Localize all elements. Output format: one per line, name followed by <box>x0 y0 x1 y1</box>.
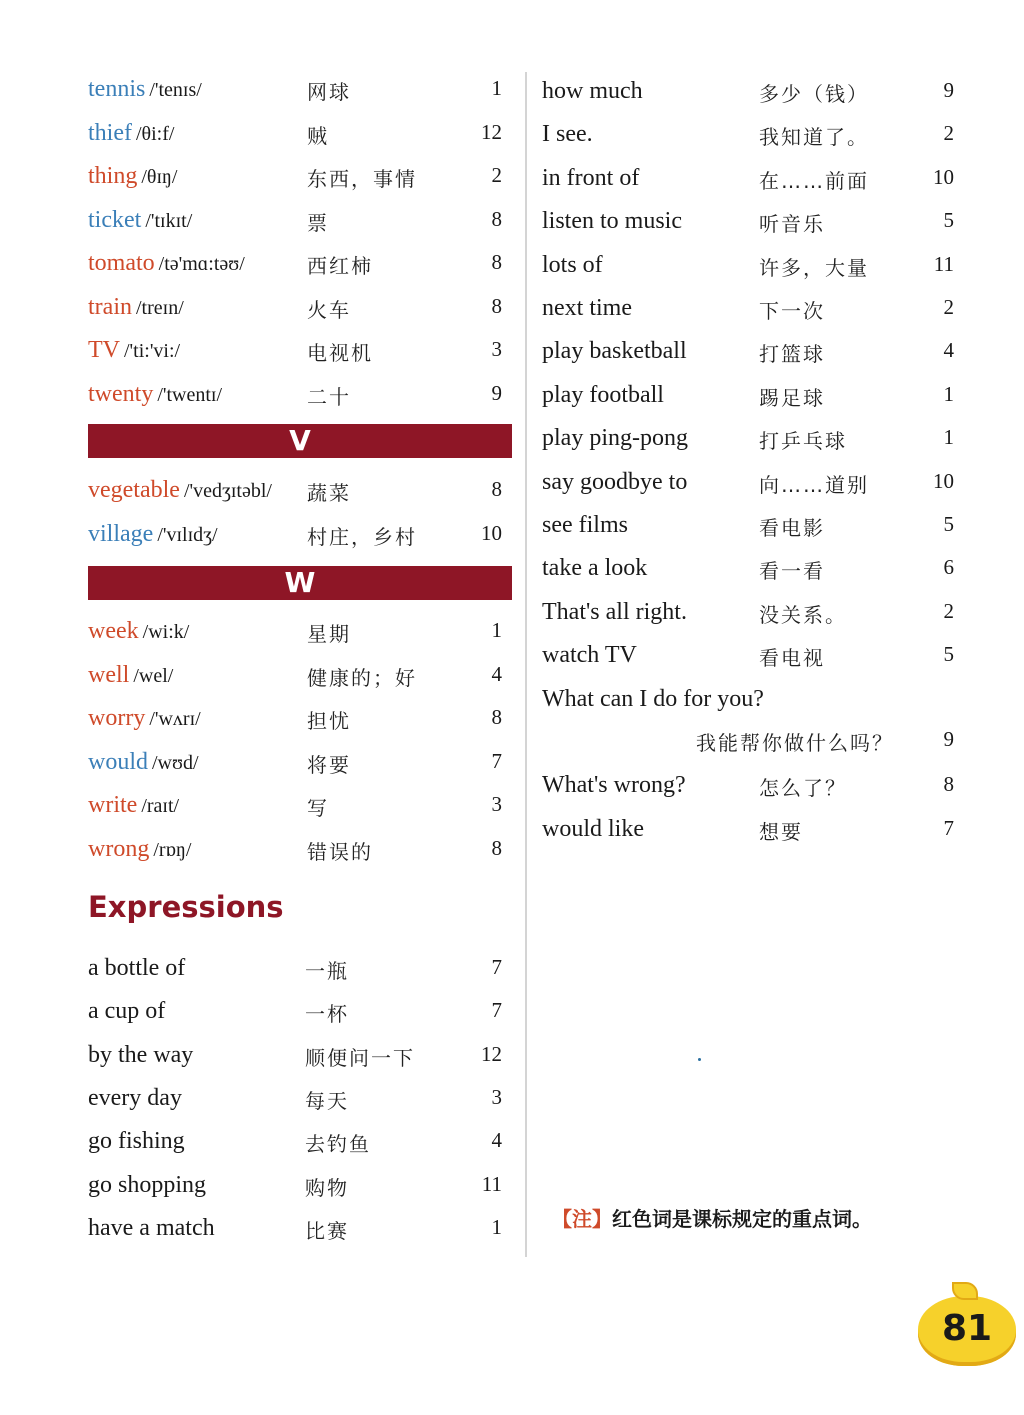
vocab-pronunciation: /θɪŋ/ <box>141 166 178 188</box>
left-column <box>0 0 520 1260</box>
note-bracket: 【注】 <box>552 1207 612 1231</box>
expression-unit-number: 1 <box>491 1214 502 1239</box>
vocab-meaning: 错误的 <box>307 839 373 864</box>
expression-phrase: by the way <box>88 1041 194 1068</box>
vocab-meaning: 火车 <box>307 297 351 322</box>
expression-unit-number: 10 <box>933 468 954 493</box>
vocab-row <box>88 292 184 322</box>
vocab-row <box>88 790 179 820</box>
vocab-meaning: 星期 <box>307 622 351 646</box>
expression-phrase: say goodbye to <box>542 468 688 495</box>
page-number: 81 <box>941 1308 993 1349</box>
vocab-pronunciation: /'ti:'vi:/ <box>124 340 181 362</box>
vocab-unit-number: 9 <box>491 380 502 405</box>
expression-unit-number: 11 <box>933 251 954 276</box>
vocab-row <box>88 660 173 690</box>
expression-meaning: 我知道了。 <box>759 125 869 150</box>
vocab-meaning: 将要 <box>307 752 351 777</box>
expression-phrase: a bottle of <box>88 955 186 981</box>
vocab-row <box>88 205 192 235</box>
vocab-unit-number: 3 <box>491 792 502 816</box>
expression-phrase: play basketball <box>542 338 687 365</box>
vocab-word: twenty <box>88 380 154 407</box>
expression-phrase: play ping-pong <box>542 425 688 452</box>
expression-unit-number: 2 <box>943 121 954 146</box>
note-text <box>552 1203 872 1232</box>
vocab-row <box>88 519 218 549</box>
phrase: What can I do for you? <box>542 686 764 712</box>
vocab-unit-number: 4 <box>491 661 502 686</box>
vocab-word: well <box>88 661 130 688</box>
expression-unit-number: 5 <box>943 642 954 667</box>
expression-phrase: watch TV <box>542 642 637 669</box>
expression-meaning: 去钓鱼 <box>305 1132 371 1157</box>
vocab-row <box>88 475 272 505</box>
vocab-pronunciation: /tə'mɑ:təʊ/ <box>158 253 245 275</box>
expression-meaning: 听音乐 <box>759 212 825 237</box>
expression-meaning: 每天 <box>305 1088 349 1113</box>
vocab-meaning: 电视机 <box>307 341 373 365</box>
expression-unit-number: 3 <box>491 1084 502 1109</box>
vocab-meaning: 健康的；好 <box>307 665 417 690</box>
vocab-unit-number: 3 <box>491 337 502 361</box>
vocab-meaning: 二十 <box>307 384 351 409</box>
vocab-row <box>88 747 199 777</box>
vocab-word: worry <box>88 705 146 731</box>
expression-unit-number: 4 <box>943 338 954 363</box>
expression-meaning: 看一看 <box>759 559 825 584</box>
vocab-meaning: 村庄，乡村 <box>307 524 417 549</box>
expression-phrase: listen to music <box>542 208 682 235</box>
expression-what-can-i-do-cn: 我能帮你做什么吗？ <box>696 731 894 755</box>
expression-phrase: every day <box>88 1084 182 1111</box>
expression-phrase: That's all right. <box>542 598 687 625</box>
vocab-unit-number: 8 <box>491 293 502 318</box>
expression-phrase: next time <box>542 295 632 321</box>
vocab-row <box>88 834 191 864</box>
expression-unit-number: 5 <box>943 208 954 233</box>
expression-meaning: 打篮球 <box>759 342 825 367</box>
vocab-unit-number: 1 <box>491 618 502 642</box>
expression-phrase: see films <box>542 512 628 538</box>
vocab-word: wrong <box>88 835 150 862</box>
vocab-pronunciation: /wʊd/ <box>152 751 199 774</box>
expression-phrase: I see. <box>542 121 593 148</box>
expression-meaning: 踢足球 <box>759 385 825 410</box>
expression-phrase: how much <box>542 78 643 104</box>
vocab-unit-number: 8 <box>491 206 502 231</box>
vocab-pronunciation: /'vɪlɪdʒ/ <box>157 523 218 546</box>
vocab-row <box>88 616 189 646</box>
vocab-row <box>88 379 222 409</box>
expression-unit-number: 7 <box>491 955 502 979</box>
expression-what-can-i-do-num: 9 <box>943 727 954 751</box>
expression-unit-number: 1 <box>943 425 954 450</box>
vocab-word: TV <box>88 337 120 363</box>
vocab-row <box>88 703 201 733</box>
vocab-meaning: 东西，事情 <box>307 167 417 191</box>
right-column <box>530 0 1024 1260</box>
vocab-unit-number: 8 <box>491 477 502 501</box>
letter-header-v: V <box>88 424 512 458</box>
expression-unit-number: 7 <box>943 815 954 840</box>
expression-unit-number: 12 <box>481 1041 502 1066</box>
vocab-pronunciation: /'tenɪs/ <box>149 79 202 101</box>
expression-meaning: 在……前面 <box>759 168 869 193</box>
expression-meaning: 许多，大量 <box>759 255 869 280</box>
expression-unit-number: 5 <box>943 512 954 536</box>
vocab-row <box>88 248 245 278</box>
vocab-meaning: 西红柿 <box>307 254 373 278</box>
vocab-pronunciation: /rɒŋ/ <box>153 838 192 861</box>
vocab-pronunciation: /'tɪkɪt/ <box>145 209 193 232</box>
vocab-word: would <box>88 748 148 775</box>
expression-meaning: 比赛 <box>305 1218 349 1243</box>
vocab-unit-number: 12 <box>481 119 502 144</box>
vocab-pronunciation: /treɪn/ <box>135 296 184 319</box>
expression-unit-number: 8 <box>943 772 954 796</box>
expression-meaning: 一杯 <box>305 1002 349 1027</box>
expression-phrase: in front of <box>542 164 640 191</box>
vocab-pronunciation: /'vedʒɪtəbl/ <box>183 480 272 502</box>
vocab-meaning: 蔬菜 <box>307 481 351 505</box>
expression-unit-number: 2 <box>943 295 954 319</box>
letter-header-w: W <box>88 566 512 600</box>
expression-phrase: take a look <box>542 555 648 582</box>
expression-meaning: 顺便问一下 <box>305 1045 415 1070</box>
expression-meaning: 看电视 <box>759 646 825 671</box>
expression-unit-number: 6 <box>943 555 954 580</box>
column-divider <box>525 72 527 1257</box>
expression-unit-number: 11 <box>481 1171 502 1196</box>
expression-meaning: 没关系。 <box>759 602 847 627</box>
vocab-word: week <box>88 618 139 644</box>
vocab-pronunciation: /raɪt/ <box>141 795 180 817</box>
expression-meaning: 打乒乓球 <box>759 429 847 454</box>
expression-phrase: What's wrong? <box>542 772 686 798</box>
apple-leaf-icon <box>952 1282 978 1300</box>
page-number-badge <box>918 1296 1016 1366</box>
expression-meaning: 多少（钱） <box>759 82 869 106</box>
expression-unit-number: 2 <box>943 598 954 623</box>
expression-phrase: play football <box>542 381 664 408</box>
expression-unit-number: 10 <box>933 164 954 189</box>
vocab-meaning: 票 <box>307 210 329 235</box>
vocab-meaning: 网球 <box>307 80 351 104</box>
speck <box>698 1058 701 1061</box>
vocab-meaning: 写 <box>307 796 329 820</box>
expressions-title: Expressions <box>88 890 284 924</box>
expression-unit-number: 9 <box>943 78 954 102</box>
expression-meaning: 下一次 <box>759 299 825 323</box>
expression-phrase: a cup of <box>88 998 166 1025</box>
expression-meaning: 向……道别 <box>759 472 869 497</box>
vocab-unit-number: 2 <box>491 163 502 187</box>
expression-unit-number: 1 <box>943 381 954 406</box>
vocab-pronunciation: /wi:k/ <box>142 621 190 643</box>
expression-meaning: 想要 <box>759 819 803 844</box>
vocab-unit-number: 8 <box>491 250 502 274</box>
vocab-word: village <box>88 520 154 547</box>
expression-phrase: have a match <box>88 1214 215 1241</box>
expression-meaning: 怎么了？ <box>759 776 847 800</box>
vocab-word: thief <box>88 119 132 146</box>
vocab-unit-number: 7 <box>491 748 502 773</box>
vocab-row <box>88 118 174 148</box>
expression-phrase: lots of <box>542 251 603 278</box>
expression-unit-number: 7 <box>491 998 502 1023</box>
expression-unit-number: 4 <box>491 1128 502 1153</box>
vocab-word: vegetable <box>88 477 180 503</box>
vocab-pronunciation: /wel/ <box>133 664 174 687</box>
expression-phrase: go shopping <box>88 1171 207 1198</box>
vocab-word: thing <box>88 163 138 189</box>
vocab-meaning: 贼 <box>307 123 329 148</box>
vocab-pronunciation: /θi:f/ <box>135 122 175 145</box>
vocab-unit-number: 8 <box>491 835 502 860</box>
vocab-pronunciation: /'twentɪ/ <box>157 383 223 406</box>
vocab-meaning: 担忧 <box>307 709 351 733</box>
vocab-word: tennis <box>88 76 146 102</box>
expression-meaning: 一瓶 <box>305 959 349 983</box>
expression-meaning: 看电影 <box>759 516 825 540</box>
vocab-row <box>88 335 180 365</box>
expression-what-can-i-do <box>542 684 764 714</box>
vocab-pronunciation: /'wʌrɪ/ <box>149 708 201 730</box>
vocab-word: write <box>88 792 138 818</box>
vocab-row <box>88 74 202 104</box>
expression-phrase: go fishing <box>88 1128 185 1155</box>
vocab-row <box>88 161 178 191</box>
vocab-unit-number: 1 <box>491 76 502 100</box>
vocab-unit-number: 10 <box>481 520 502 545</box>
expression-phrase: would like <box>542 815 644 842</box>
vocab-word: ticket <box>88 206 142 233</box>
vocab-unit-number: 8 <box>491 705 502 729</box>
expression-meaning: 购物 <box>305 1175 349 1200</box>
vocab-word: train <box>88 293 132 320</box>
note-body: 红色词是课标规定的重点词。 <box>612 1207 872 1231</box>
vocab-word: tomato <box>88 250 155 276</box>
